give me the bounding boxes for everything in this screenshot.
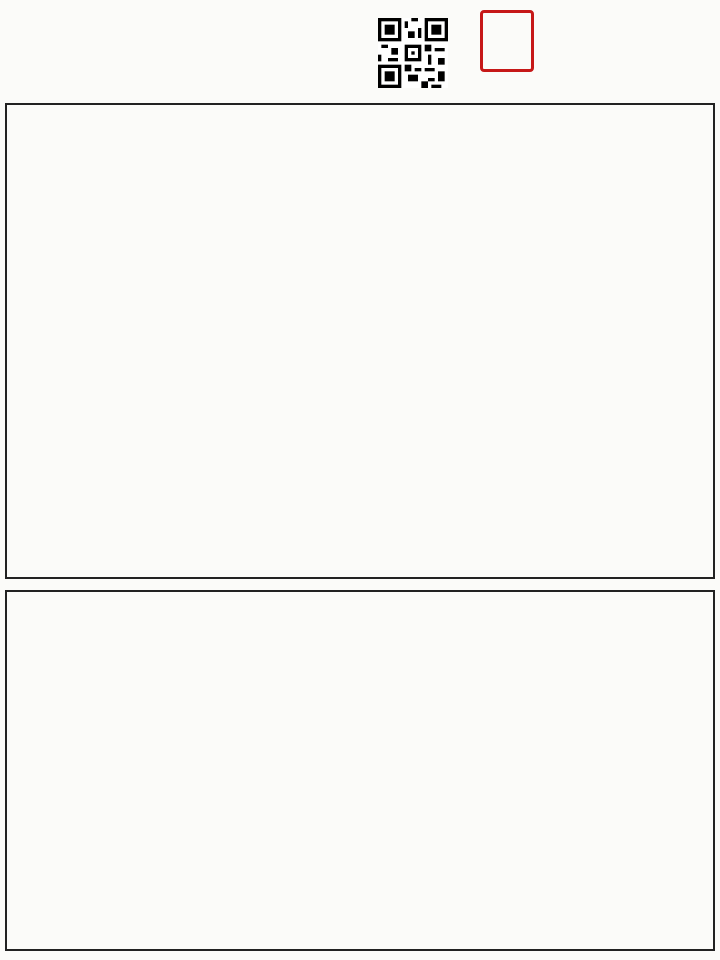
chart-grid [5,103,715,579]
gender [12,31,16,45]
qr-code-icon[interactable] [378,18,448,88]
seal-stamp [480,10,534,72]
annual-grid [5,590,715,951]
header [0,0,720,100]
